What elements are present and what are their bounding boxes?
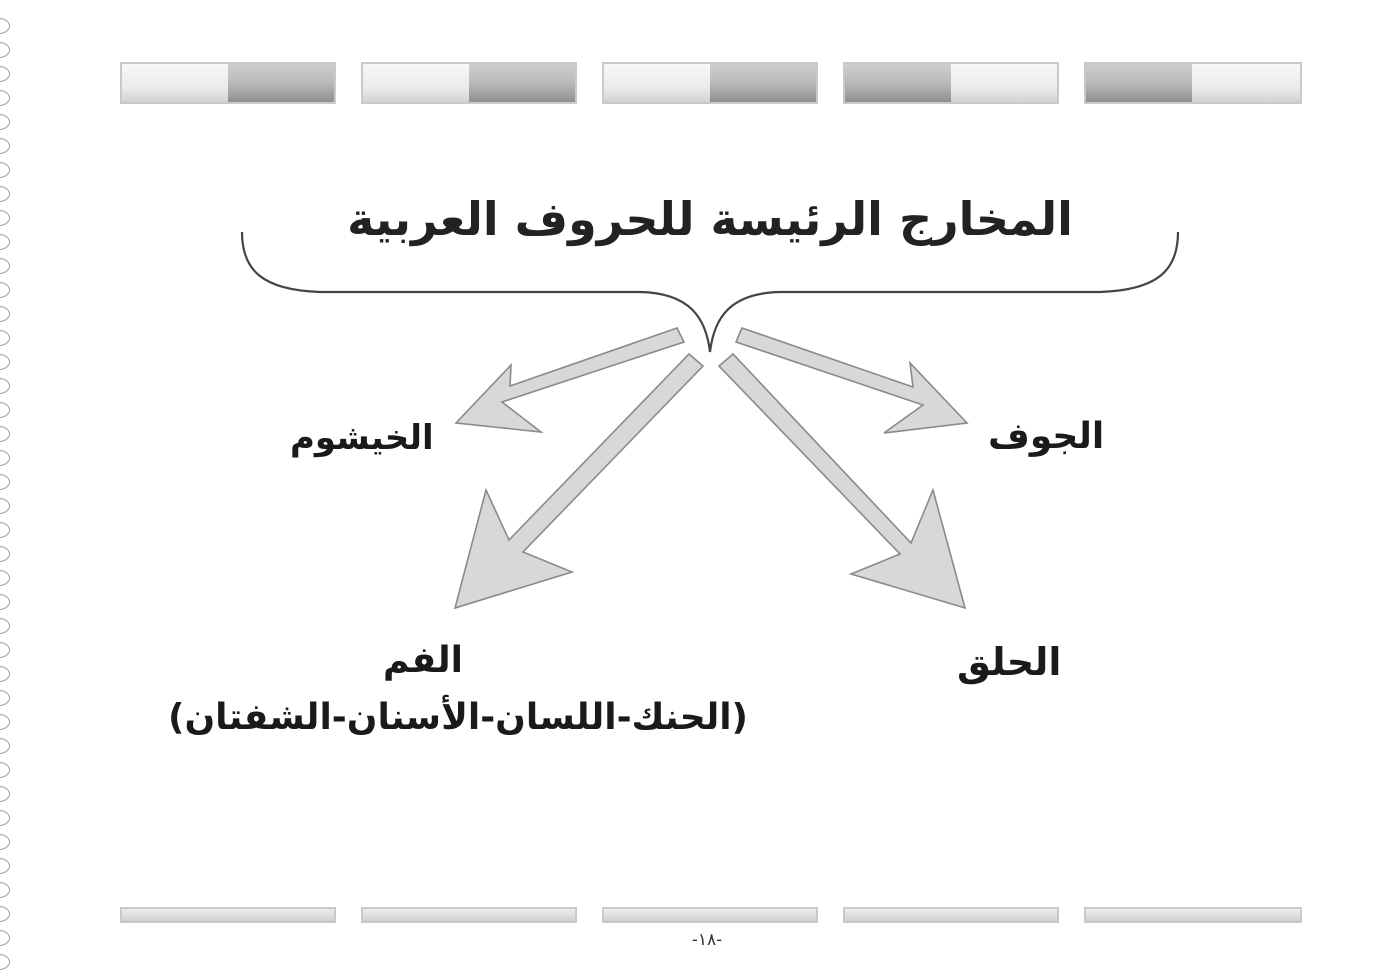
node-label-fam: الفم	[383, 640, 463, 681]
diagram-title: المخارج الرئيسة للحروف العربية	[347, 192, 1073, 246]
page-number: -١٨-	[691, 930, 723, 950]
node-label-fam-parts: (الحنك-اللسان-الأسنان-الشفتان)	[168, 697, 749, 738]
title-brace	[242, 232, 1178, 352]
node-label-jawf: الجوف	[988, 416, 1105, 457]
node-label-khayshoom: الخيشوم	[290, 418, 434, 458]
node-label-halq: الحلق	[957, 640, 1062, 684]
